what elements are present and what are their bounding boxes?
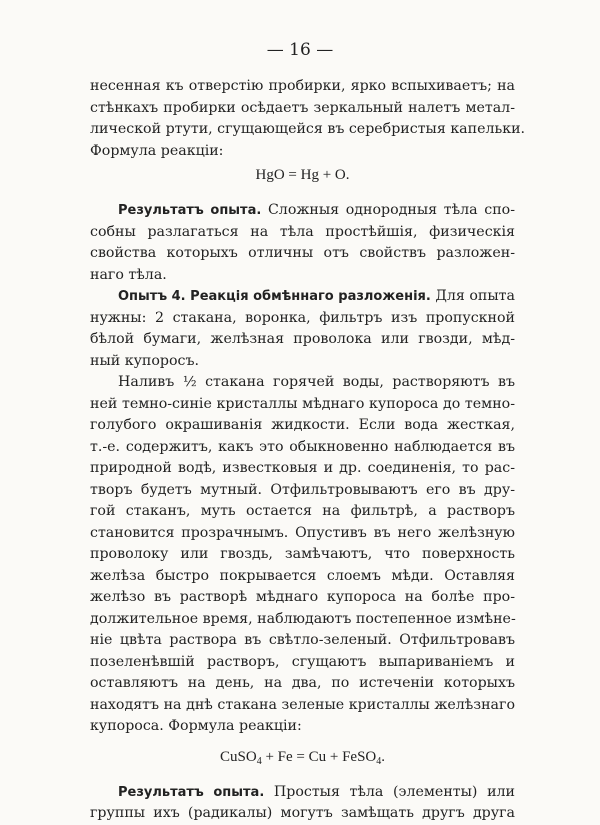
text-line: желѣзо въ растворѣ мѣднаго купороса на болѣе про- bbox=[90, 589, 515, 605]
result-label: Результатъ опыта. bbox=[118, 784, 265, 800]
text-line: наго тѣла. bbox=[90, 266, 167, 283]
text-line: ніе цвѣта раствора въ свѣтло-зеленый. Отфильтровавъ bbox=[90, 632, 515, 648]
page-text bbox=[90, 76, 526, 825]
text-line: находятъ на днѣ стакана зеленые кристаллы желѣзнаго bbox=[90, 696, 515, 713]
result-1-heading-line: Результатъ опыта. Сложныя однородныя тѣла спо- bbox=[118, 202, 515, 218]
text-line: несенная къ отверстію пробирки, ярко вспыхиваетъ; на bbox=[90, 78, 515, 94]
text-line: нужны: 2 стакана, воронка, фильтръ изъ пропускной bbox=[90, 309, 515, 326]
text-line: собны разлагаться на тѣла простѣйшія, физическія bbox=[90, 223, 515, 240]
text-line: становится прозрачнымъ. Опустивъ въ него желѣзную bbox=[90, 524, 515, 541]
text-line: группы ихъ (радикалы) могутъ замѣщать другъ друга bbox=[90, 805, 515, 821]
text-line: Наливъ ½ стакана горячей воды, растворяютъ въ bbox=[118, 374, 515, 390]
text-line: голубого окрашиванія жидкости. Если вода жесткая, bbox=[90, 417, 515, 433]
experiment-4-label: Опытъ 4. Реакція обмѣннаго разложенія. bbox=[118, 289, 431, 304]
text-line: т.-е. содержитъ, какъ это обыкновенно наблюдается въ bbox=[90, 438, 515, 455]
text-line: должительное время, наблюдаютъ постепенное измѣне- bbox=[90, 610, 516, 627]
text-line: позеленѣвшій растворъ, сгущаютъ выпариваніемъ и bbox=[90, 653, 515, 670]
formula-cuso4: CuSO$_4$ + Fe = Cu + FeSO$_4$. bbox=[220, 748, 385, 767]
text-line: свойства которыхъ отличны отъ свойствъ разложен- bbox=[90, 245, 515, 261]
text-line: желѣза быстро покрывается слоемъ мѣди. Оставляя bbox=[90, 567, 515, 584]
text-line: Формула реакціи: bbox=[90, 142, 224, 159]
text-line: ный купоросъ. bbox=[90, 352, 200, 369]
result-label: Результатъ опыта. bbox=[118, 203, 262, 218]
page-number: — 16 — bbox=[266, 40, 334, 60]
text-line: стѣнкахъ пробирки осѣдаетъ зеркальный налетъ метал- bbox=[90, 99, 515, 116]
text-line: природной водѣ, известковыя и др. соединенія, то рас- bbox=[90, 460, 515, 476]
result-2-heading-line: Результатъ опыта. Простыя тѣла (элементы) или bbox=[118, 783, 515, 800]
text-line: лической ртути, сгущающейся въ серебристыя капельки. bbox=[90, 121, 526, 137]
text-line: творъ будетъ мутный. Отфильтровываютъ его въ дру- bbox=[90, 481, 515, 498]
experiment-4-heading-line: Опытъ 4. Реакція обмѣннаго разложенія. Для опыта bbox=[118, 288, 515, 304]
text-line: бѣлой бумаги, желѣзная проволока или гвозди, мѣд- bbox=[90, 331, 515, 347]
text-line: оставляютъ на день, на два, по истеченіи которыхъ bbox=[90, 675, 515, 691]
text-line: купороса. Формула реакціи: bbox=[90, 718, 302, 734]
formula-hgo: HgO = Hg + O. bbox=[255, 167, 350, 183]
text-line: проволоку или гвоздь, замѣчаютъ, что поверхность bbox=[90, 546, 515, 562]
text-line: гой стаканъ, муть остается на фильтрѣ, а растворъ bbox=[90, 503, 515, 519]
text-line: ней темно-синіе кристаллы мѣднаго купороса до темно- bbox=[90, 395, 515, 412]
